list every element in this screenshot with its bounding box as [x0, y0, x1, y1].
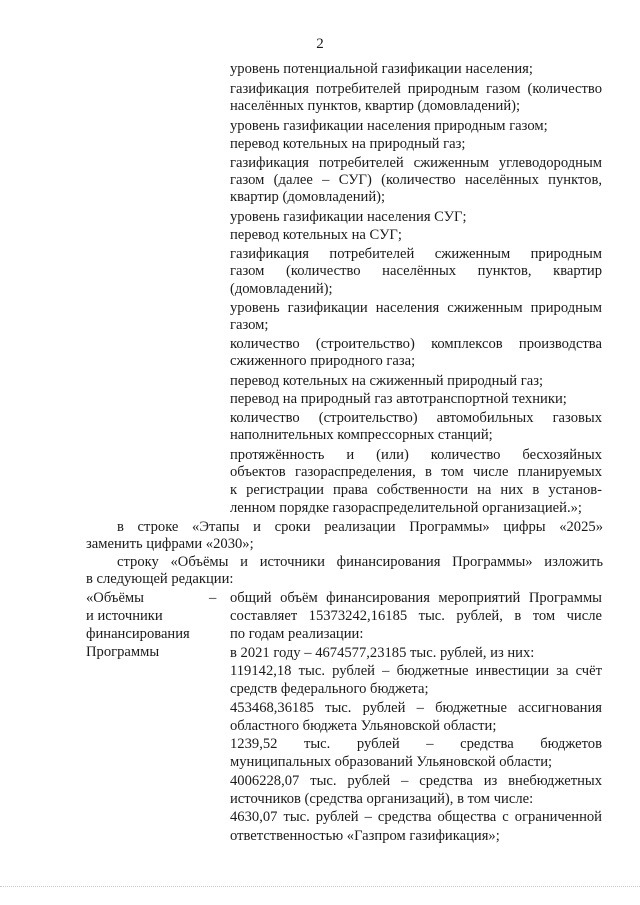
financing-line: муниципальных образований Ульяновской области; — [230, 754, 553, 770]
indicator-list-line: перевод котельных на природный газ; — [230, 136, 466, 152]
table-label-line: и источники — [86, 608, 163, 624]
indicator-list-line: перевод на природный газ автотранспортной техники; — [230, 391, 567, 407]
financing-line: 453468,36185 тыс. рублей – бюджетные ассигнования — [230, 700, 602, 716]
indicator-list-line: газификация потребителей сжиженным природным — [230, 246, 602, 262]
financing-line: общий объём финансирования мероприятий Программы — [230, 590, 602, 606]
indicator-list-line: газом; — [230, 317, 269, 333]
indicator-list-line: уровень газификации населения природным газом; — [230, 118, 548, 134]
indicator-list-line: объектов газораспределения, в том числе планируемых — [230, 464, 602, 480]
table-dash: – — [209, 590, 217, 606]
financing-line: областного бюджета Ульяновской области; — [230, 718, 497, 734]
indicator-list-line: к регистрации права собственности на них в установ- — [230, 482, 602, 498]
indicator-list-line: газификация потребителей сжиженным углеводородным — [230, 155, 602, 171]
indicator-list-line: ленном порядке газораспределительной организацией.»; — [230, 500, 582, 516]
indicator-list-line: наполнительных компрессорных станций; — [230, 427, 493, 443]
indicator-list-line: количество (строительство) автомобильных газовых — [230, 410, 602, 426]
indicator-list-line: газом (количество населённых пунктов, квартир — [230, 263, 602, 279]
table-label-line: Программы — [86, 644, 160, 660]
indicator-list-line: сжиженного природного газа; — [230, 353, 416, 369]
financing-line: средств федерального бюджета; — [230, 681, 429, 697]
page-number: 2 — [316, 36, 324, 52]
financing-line: ответственностью «Газпром газификация»; — [230, 828, 500, 844]
financing-line: в 2021 году – 4674577,23185 тыс. рублей, из них: — [230, 645, 535, 661]
financing-line: 4630,07 тыс. рублей – средства общества с ограниченной — [230, 809, 602, 825]
paragraph-line: заменить цифрами «2030»; — [86, 536, 254, 552]
paragraph-line: в строке «Этапы и сроки реализации Программы» цифры «2025» — [117, 519, 603, 535]
indicator-list-line: количество (строительство) комплексов производства — [230, 336, 602, 352]
table-label-line: «Объёмы — [86, 590, 144, 606]
financing-line: 119142,18 тыс. рублей – бюджетные инвестиции за счёт — [230, 663, 602, 679]
financing-line: составляет 15373242,16185 тыс. рублей, в том числе — [230, 608, 602, 624]
indicator-list-line: (домовладений); — [230, 281, 333, 297]
indicator-list-line: уровень газификации населения сжиженным природным — [230, 300, 602, 316]
table-label-line: финансирования — [86, 626, 190, 642]
scan-edge — [0, 886, 640, 888]
financing-line: по годам реализации: — [230, 626, 364, 642]
indicator-list-line: квартир (домовладений); — [230, 189, 386, 205]
indicator-list-line: уровень газификации населения СУГ; — [230, 209, 467, 225]
paragraph-line: в следующей редакции: — [86, 571, 234, 587]
indicator-list-line: уровень потенциальной газификации населения; — [230, 61, 533, 77]
indicator-list-line: протяжённость и (или) количество бесхозяйных — [230, 447, 602, 463]
indicator-list-line: перевод котельных на СУГ; — [230, 227, 402, 243]
paragraph-line: строку «Объёмы и источники финансирования Программы» изложить — [117, 554, 603, 570]
indicator-list-line: газификация потребителей природным газом (количество — [230, 81, 602, 97]
indicator-list-line: газом (далее – СУГ) (количество населённых пунктов, — [230, 172, 602, 188]
financing-line: 4006228,07 тыс. рублей – средства из внебюджетных — [230, 773, 602, 789]
financing-line: источников (средства организаций), в том числе: — [230, 791, 534, 807]
indicator-list-line: перевод котельных на сжиженный природный газ; — [230, 373, 544, 389]
financing-line: 1239,52 тыс. рублей – средства бюджетов — [230, 736, 602, 752]
indicator-list-line: населённых пунктов, квартир (домовладений); — [230, 98, 521, 114]
